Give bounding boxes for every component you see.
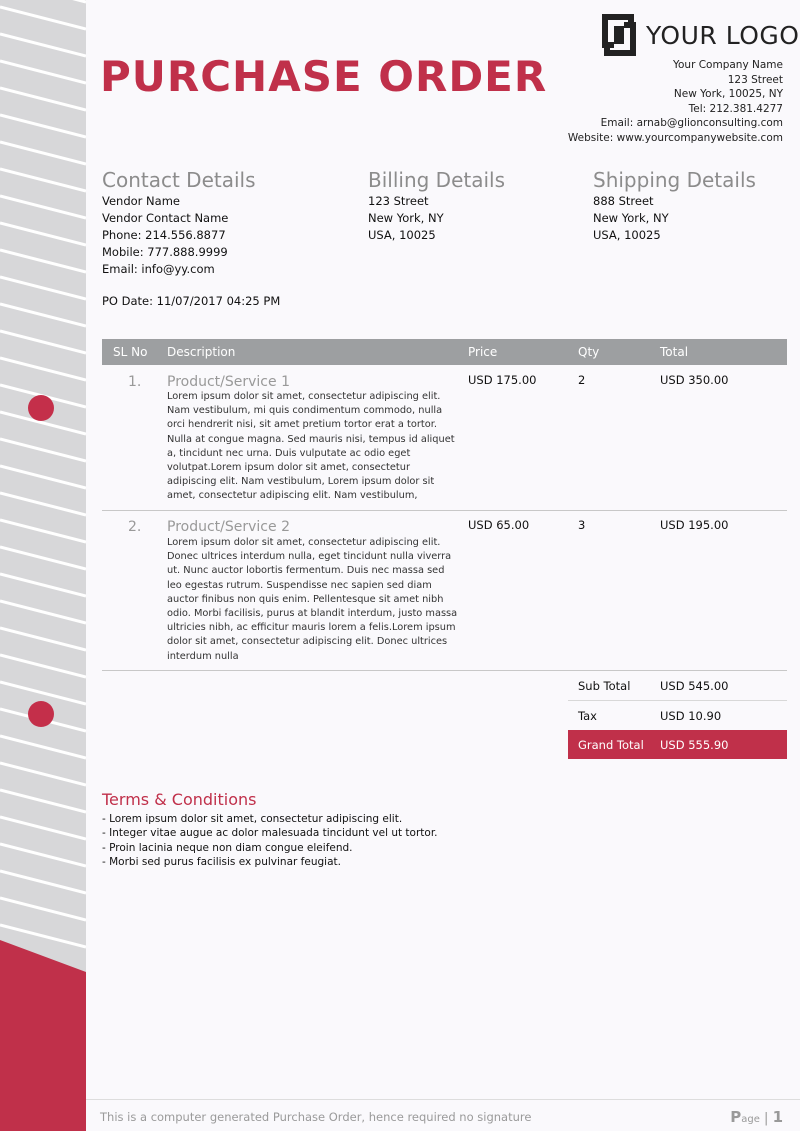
tax-row (568, 701, 787, 730)
sidebar-stripe (0, 493, 86, 515)
company-name: Your Company Name (672, 59, 783, 71)
product-name: Product/Service 1 (167, 374, 290, 390)
company-city: New York, 10025, NY (673, 88, 783, 100)
sidebar-stripe (0, 898, 86, 920)
company-email: Email: arnab@glionconsulting.com (600, 117, 783, 129)
table-row (102, 365, 787, 511)
grand-total-value: USD 555.90 (660, 738, 729, 752)
sidebar-stripe (0, 439, 86, 461)
row-qty: 2 (578, 373, 586, 387)
subtotal-value: USD 545.00 (660, 679, 729, 693)
sidebar-stripe (0, 115, 86, 137)
billing-city: New York, NY (368, 211, 444, 225)
sidebar-stripe (0, 871, 86, 893)
sidebar-stripe (0, 466, 86, 488)
col-price: Price (468, 345, 498, 359)
row-price: USD 175.00 (468, 373, 537, 387)
vendor-contact: Vendor Contact Name (102, 211, 229, 225)
product-name: Product/Service 2 (167, 519, 290, 535)
sidebar-stripe (0, 358, 86, 380)
contact-details (102, 193, 228, 278)
vendor-name: Vendor Name (102, 194, 180, 208)
page-word: age (741, 1114, 760, 1125)
billing-heading: Billing Details (368, 168, 506, 192)
terms-heading: Terms & Conditions (102, 790, 257, 809)
row-number: 1. (128, 374, 142, 390)
sidebar-stripe (0, 817, 86, 839)
footer-note: This is a computer generated Purchase Order, hence required no signature (100, 1110, 532, 1124)
sidebar-stripe (0, 547, 86, 569)
grand-total-row (568, 730, 787, 759)
sidebar-stripe (0, 34, 86, 56)
sidebar-stripe (0, 520, 86, 542)
shipping-street: 888 Street (593, 194, 654, 208)
vendor-email: Email: info@yy.com (102, 262, 215, 276)
row-total: USD 350.00 (660, 373, 729, 387)
decorative-sidebar (0, 0, 86, 1131)
sidebar-stripe (0, 601, 86, 623)
decorative-dot (28, 701, 54, 727)
page-number: Page | 1 (730, 1108, 783, 1126)
sidebar-stripes (0, 0, 86, 1131)
billing-details (368, 193, 444, 244)
terms-item: - Morbi sed purus facilisis ex pulvinar feugiat. (102, 855, 341, 868)
sidebar-stripe (0, 790, 86, 812)
decorative-dot (28, 395, 54, 421)
product-description: Lorem ipsum dolor sit amet, consectetur adipiscing elit. Nam vestibulum, mi quis condimentum commodo, nulla orci hendrerit nisi, sit amet pretium tortor erat a tortor. Nulla at congue magna. Sed mauris nisi, tempus id aliquet a, tincidunt nec urna. Duis vulputate ac odio eget volutpat.Lorem ipsum dolor sit amet, consectetur adipiscing elit. Nam vestibulum, Lorem ipsum dolor sit amet, consectetur adipiscing elit. Nam vestibulum, (167, 391, 455, 502)
company-website: Website: www.yourcompanywebsite.com (567, 131, 783, 144)
logo-icon (600, 12, 638, 58)
billing-country: USA, 10025 (368, 228, 436, 242)
sidebar-stripe (0, 142, 86, 164)
sidebar-stripe (0, 196, 86, 218)
sidebar-stripe (0, 628, 86, 650)
company-street: 123 Street (727, 73, 783, 86)
table-row (102, 511, 787, 671)
sidebar-stripe (0, 277, 86, 299)
contact-heading: Contact Details (102, 168, 256, 192)
shipping-heading: Shipping Details (593, 168, 756, 192)
row-qty: 3 (578, 518, 586, 532)
col-total: Total (660, 345, 689, 359)
sidebar-stripe (0, 763, 86, 785)
vendor-mobile: Mobile: 777.888.9999 (102, 245, 228, 259)
tax-value: USD 10.90 (660, 709, 722, 723)
sidebar-stripe (0, 88, 86, 110)
shipping-city: New York, NY (593, 211, 669, 225)
sidebar-stripe (0, 304, 86, 326)
terms-item: - Proin lacinia neque non diam congue eleifend. (102, 841, 353, 854)
page-title: PURCHASE ORDER (100, 52, 548, 101)
subtotal-row (568, 671, 787, 701)
sidebar-stripe (0, 250, 86, 272)
row-total: USD 195.00 (660, 518, 729, 532)
footer-divider (86, 1099, 800, 1100)
sidebar-stripe (0, 655, 86, 677)
page-value: 1 (772, 1108, 783, 1126)
row-price: USD 65.00 (468, 518, 530, 532)
subtotal-label: Sub Total (578, 679, 631, 693)
sidebar-stripe (0, 736, 86, 758)
sidebar-stripe (0, 331, 86, 353)
sidebar-stripe (0, 0, 86, 2)
col-description: Description (167, 345, 236, 359)
company-logo (600, 12, 799, 58)
vendor-phone: Phone: 214.556.8877 (102, 228, 226, 242)
sidebar-stripe (0, 7, 86, 29)
col-qty: Qty (578, 345, 600, 359)
table-header (102, 339, 787, 365)
sidebar-accent-wedge (0, 940, 86, 1131)
shipping-details (593, 193, 669, 244)
terms-item: - Integer vitae augue ac dolor malesuada tincidunt vel ut tortor. (102, 827, 438, 840)
sidebar-stripe (0, 223, 86, 245)
po-date: PO Date: 11/07/2017 04:25 PM (102, 294, 281, 308)
company-info (568, 58, 783, 145)
sidebar-stripe (0, 574, 86, 596)
sidebar-stripe (0, 169, 86, 191)
grand-total-label: Grand Total (578, 738, 644, 752)
logo-text: YOUR LOGO (646, 20, 800, 50)
shipping-country: USA, 10025 (593, 228, 661, 242)
row-number: 2. (128, 519, 142, 535)
col-sl: SL No (113, 345, 148, 359)
sidebar-stripe (0, 844, 86, 866)
billing-street: 123 Street (368, 194, 429, 208)
terms-item: - Lorem ipsum dolor sit amet, consectetur adipiscing elit. (102, 813, 403, 825)
company-tel: Tel: 212.381.4277 (688, 102, 783, 115)
page-prefix: P (730, 1108, 742, 1126)
sidebar-stripe (0, 925, 86, 947)
product-description: Lorem ipsum dolor sit amet, consectetur adipiscing elit. Donec ultrices interdum nulla, eget tincidunt nulla viverra ut. Nunc auctor lobortis fermentum. Duis nec massa sed leo egestas rutrum. Suspendisse nec sapien sed diam auctor finibus non quis enim. Pellentesque sit amet nibh odio. Morbi facilisis, purus at blandit interdum, justo massa ultricies nibh, ac efficitur mauris lorem a felis.Lorem ipsum dolor sit amet, consectetur adipiscing elit. Donec ultrices interdum nulla (167, 537, 458, 662)
sidebar-stripe (0, 61, 86, 83)
tax-label: Tax (578, 709, 597, 723)
terms-list (102, 812, 438, 869)
